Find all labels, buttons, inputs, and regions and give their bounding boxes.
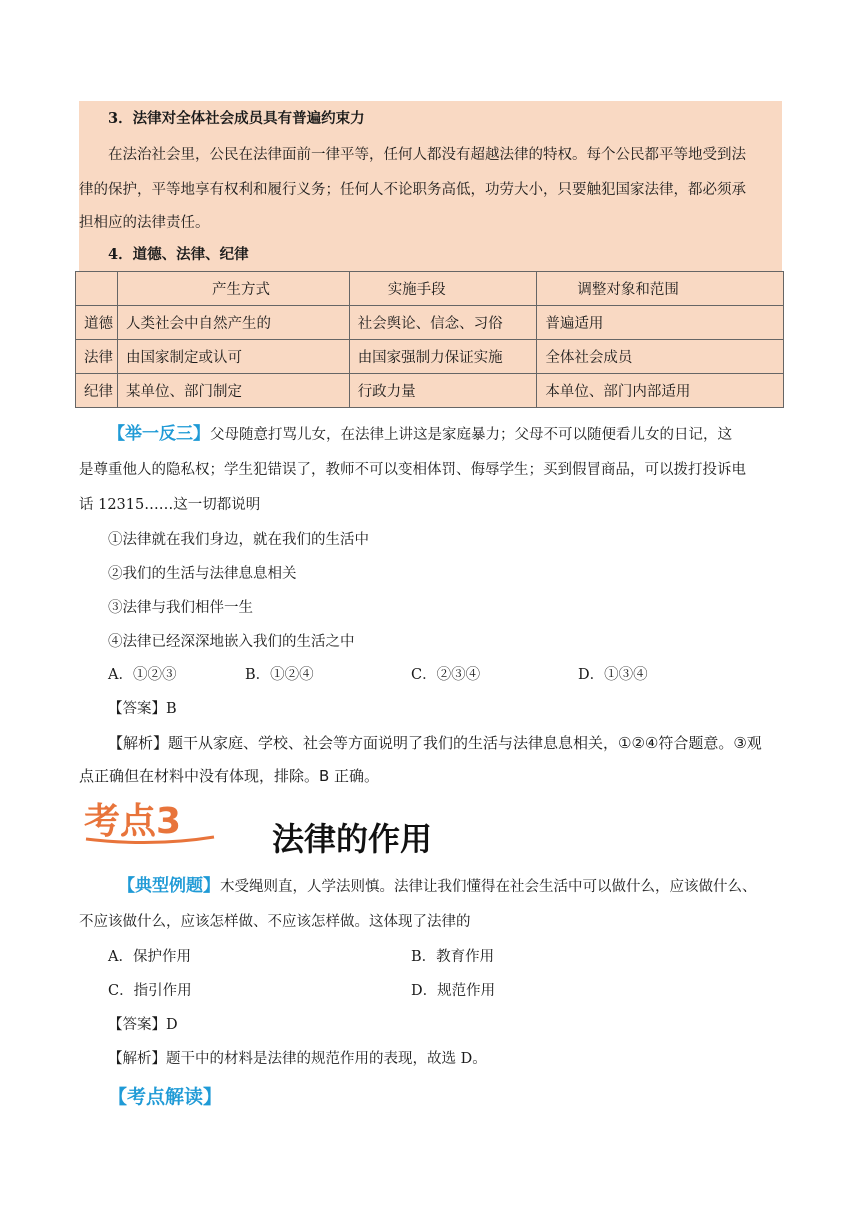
table-cell: 某单位、部门制定 bbox=[117, 374, 349, 408]
example2-tag: 【典型例题】 bbox=[118, 876, 220, 896]
example1-answer: 【答案】B bbox=[108, 701, 177, 717]
statement-1: ①法律就在我们身边，就在我们的生活中 bbox=[108, 532, 369, 548]
table-cell: 本单位、部门内部适用 bbox=[537, 374, 784, 408]
option-d: D．规范作用 bbox=[411, 983, 496, 999]
option-a: A．保护作用 bbox=[108, 949, 191, 965]
table-cell: 道德 bbox=[76, 306, 118, 340]
option-a: A．①②③ bbox=[108, 667, 177, 683]
option-d: D．①③④ bbox=[578, 667, 648, 683]
example1-analysis-line1: 【解析】题干从家庭、学校、社会等方面说明了我们的生活与法律息息相关，①②④符合题意。③观 bbox=[108, 734, 762, 752]
table-header-row bbox=[76, 272, 784, 306]
table-row bbox=[76, 306, 784, 340]
statement-4: ④法律已经深深地嵌入我们的生活之中 bbox=[108, 634, 355, 650]
example1-line1: 【举一反三】父母随意打骂儿女，在法律上讲这是家庭暴力；父母不可以随便看儿女的日记，这 bbox=[108, 424, 732, 444]
option-b: B．①②④ bbox=[245, 667, 314, 683]
example1-line3: 话 12315……这一切都说明 bbox=[79, 497, 261, 513]
example2-analysis: 【解析】题干中的材料是法律的规范作用的表现，故选 D。 bbox=[108, 1051, 487, 1067]
table-cell: 社会舆论、信念、习俗 bbox=[349, 306, 537, 340]
table-header-cell: 实施手段 bbox=[349, 272, 537, 306]
kaodian-logo bbox=[82, 795, 217, 845]
option-c: C．指引作用 bbox=[108, 983, 192, 999]
comparison-table bbox=[75, 271, 784, 408]
table-header-cell: 产生方式 bbox=[117, 272, 349, 306]
option-b: B．教育作用 bbox=[411, 949, 495, 965]
section3-line2: 律的保护，平等地享有权利和履行义务；任何人不论职务高低，功劳大小，只要触犯国家法律，都必须承 bbox=[79, 182, 746, 198]
table-header-cell: 调整对象和范围 bbox=[537, 272, 784, 306]
table-cell: 人类社会中自然产生的 bbox=[117, 306, 349, 340]
table-row bbox=[76, 374, 784, 408]
table-cell: 由国家强制力保证实施 bbox=[349, 340, 537, 374]
section3-heading: 3．法律对全体社会成员具有普遍约束力 bbox=[108, 110, 365, 127]
table-row bbox=[76, 340, 784, 374]
table-cell: 由国家制定或认可 bbox=[117, 340, 349, 374]
section3-line1: 在法治社会里，公民在法律面前一律平等，任何人都没有超越法律的特权。每个公民都平等地受到法 bbox=[108, 147, 746, 163]
table-header-cell bbox=[76, 272, 118, 306]
section-title: 法律的作用 bbox=[272, 820, 433, 858]
example2-line2: 不应该做什么，应该怎样做、不应该怎样做。这体现了法律的 bbox=[79, 914, 471, 930]
example1-line2: 是尊重他人的隐私权；学生犯错误了，教师不可以变相体罚、侮辱学生；买到假冒商品，可以拨打投诉电 bbox=[79, 462, 746, 478]
table-cell: 行政力量 bbox=[349, 374, 537, 408]
example1-tag: 【举一反三】 bbox=[108, 424, 210, 444]
example2-answer: 【答案】D bbox=[108, 1017, 178, 1033]
interpret-tag: 【考点解读】 bbox=[108, 1086, 223, 1108]
table-cell: 纪律 bbox=[76, 374, 118, 408]
table-cell: 法律 bbox=[76, 340, 118, 374]
section4-heading: 4．道德、法律、纪律 bbox=[108, 246, 249, 263]
table-cell: 普遍适用 bbox=[537, 306, 784, 340]
example1-analysis-line2: 点正确但在材料中没有体现，排除。B 正确。 bbox=[79, 767, 380, 785]
kaodian-logo-text: 考点3 bbox=[84, 801, 182, 842]
statement-3: ③法律与我们相伴一生 bbox=[108, 600, 253, 616]
option-c: C．②③④ bbox=[411, 667, 481, 683]
example2-line1: 【典型例题】木受绳则直，人学法则慎。法律让我们懂得在社会生活中可以做什么，应该做什么、 bbox=[118, 876, 757, 896]
table-cell: 全体社会成员 bbox=[537, 340, 784, 374]
section3-line3: 担相应的法律责任。 bbox=[79, 215, 210, 231]
statement-2: ②我们的生活与法律息息相关 bbox=[108, 566, 297, 582]
